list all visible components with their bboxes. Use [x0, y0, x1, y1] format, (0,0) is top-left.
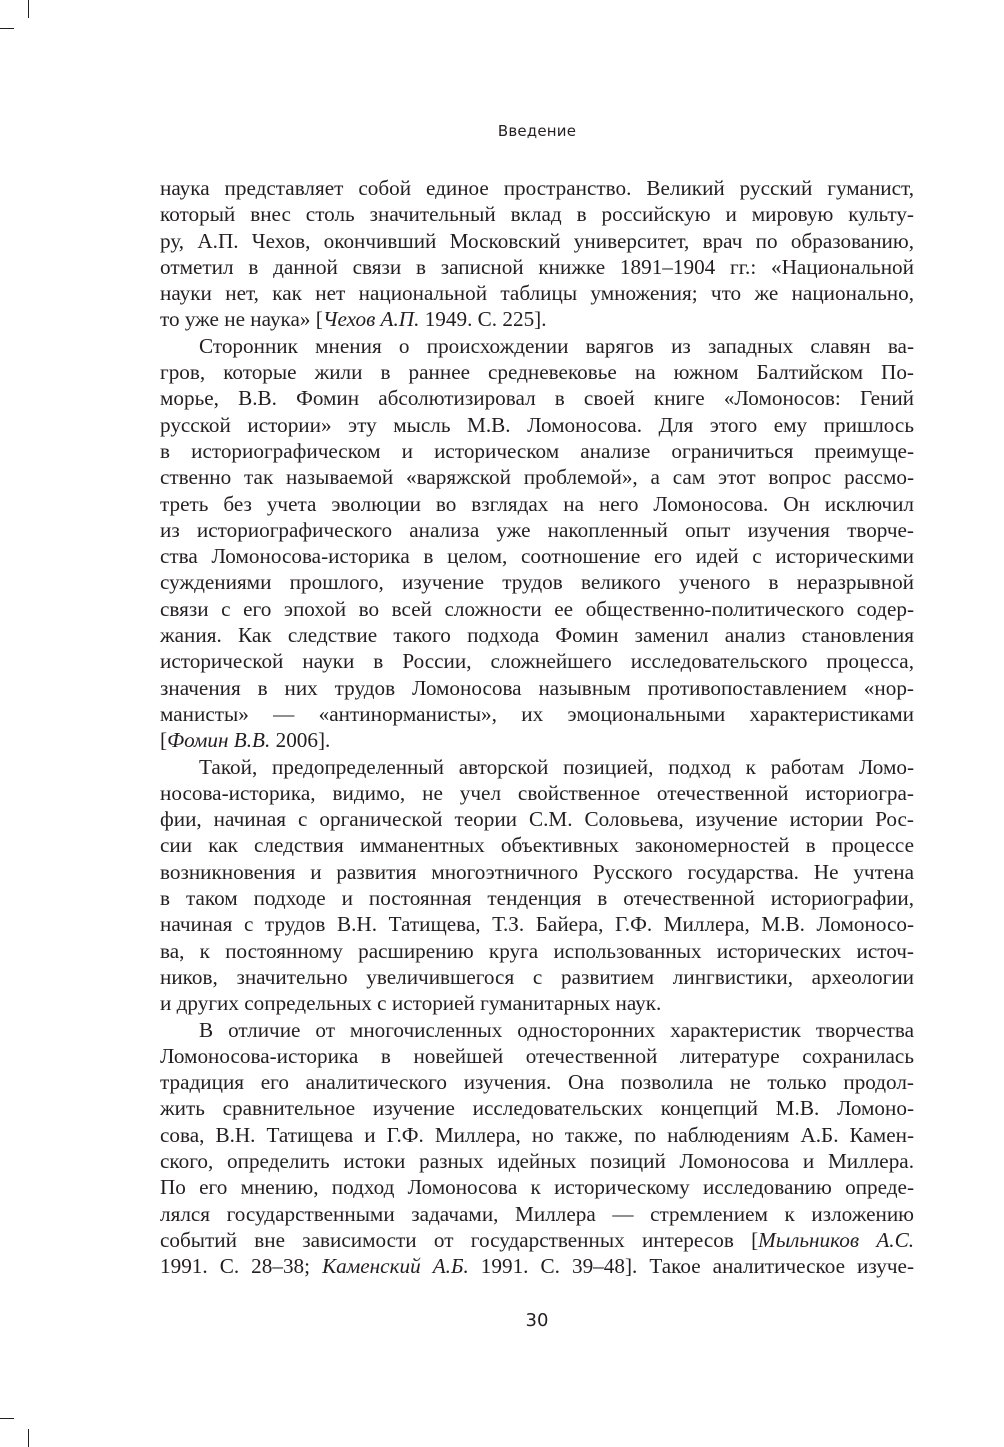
text-line: в историографическом и историческом анализе ограничиться преимуще- [160, 438, 914, 463]
text-line: русской истории» эту мысль М.В. Ломоносова. Для этого ему пришлось [160, 412, 914, 437]
text-run: 1991. С. 39–48]. Такое аналитическое изуче- [468, 1254, 914, 1279]
text-line: возникновения и развития многоэтничного Русского государства. Не учтена [160, 859, 914, 884]
text-run: событий вне зависимости от государственных интересов [ [160, 1227, 759, 1252]
text-line: из историографического анализа уже накопленный опыт изучения творче- [160, 517, 914, 542]
citation-author: Чехов А.П. [322, 307, 420, 332]
text-line: ва, к постоянному расширению круга использованных исторических источ- [160, 938, 914, 963]
text-line [160, 727, 914, 753]
text-line: ников, значительно увеличившегося с развитием лингвистики, археологии [160, 964, 914, 989]
text-line: гров, которые жили в раннее средневековье на южном Балтийском По- [160, 360, 914, 385]
text-line [160, 1253, 914, 1279]
text-run: 2006]. [270, 728, 331, 753]
crop-mark-top-left-horizontal [0, 28, 14, 29]
text-line: связи с его эпохой во всей сложности ее общественно-политического содер- [160, 596, 914, 621]
page-body [160, 175, 914, 1279]
text-line: морье, В.В. Фомин абсолютизировал в своей книге «Ломоносов: Гений [160, 386, 914, 411]
crop-mark-bottom-left-horizontal [0, 1418, 14, 1419]
paragraph-4 [160, 1017, 914, 1280]
text-line: наука представляет собой единое пространство. Великий русский гуманист, [160, 176, 914, 200]
text-line: Сторонник мнения о происхождении варягов из западных славян ва- [199, 333, 914, 358]
paragraph-1 [160, 175, 914, 333]
paragraph-3 [160, 754, 914, 1017]
text-line: сова, В.Н. Татищева и Г.Ф. Миллера, но также, по наблюдениям А.Б. Камен- [160, 1122, 914, 1147]
text-line: исторической науки в России, сложнейшего исследовательского процесса, [160, 649, 914, 674]
citation-author: Мыльников А.С. [758, 1227, 914, 1252]
text-line: В отличие от многочисленных односторонних характеристик творчества [199, 1017, 914, 1042]
citation-author: Каменский А.Б. [322, 1254, 469, 1279]
text-line [160, 1227, 914, 1253]
text-line: треть без учета эволюции во взглядах на него Ломоносова. Он исключил [160, 491, 914, 516]
text-line: отметил в данной связи в записной книжке 1891–1904 гг.: «Национальной [160, 254, 914, 279]
text-line: ственно так называемой «варяжской проблемой», а сам этот вопрос рассмо- [160, 465, 914, 490]
text-line: лялся государственными задачами, Миллера — стремлением к изложению [160, 1201, 914, 1226]
text-line: фии, начиная с органической теории С.М. Соловьева, изучение истории Рос- [160, 807, 914, 832]
text-run: 1991. С. 28–38; [160, 1254, 323, 1279]
citation-author: Фомин В.В. [167, 728, 271, 753]
text-run: то уже не наука» [ [160, 307, 323, 332]
page-number: 30 [525, 1310, 549, 1331]
text-line: науки нет, как нет национальной таблицы умножения; что же национально, [160, 281, 914, 306]
text-line: Ломоносова-историка в новейшей отечественной литературе сохранилась [160, 1043, 914, 1068]
crop-mark-top-left [28, 0, 29, 18]
text-line: ского, определить истоки разных идейных позиций Ломоносова и Миллера. [160, 1148, 914, 1173]
text-line: и других сопредельных с историей гуманитарных наук. [160, 991, 662, 1016]
text-line: жить сравнительное изучение исследовательских концепций М.В. Ломоно- [160, 1096, 914, 1121]
text-line: который внес столь значительный вклад в российскую и мировую культу- [160, 202, 914, 227]
text-line: жания. Как следствие такого подхода Фомин заменил анализ становления [160, 623, 914, 648]
text-line: традиция его аналитического изучения. Она позволила не только продол- [160, 1070, 914, 1095]
text-line: ру, А.П. Чехов, окончивший Московский университет, врач по образованию, [160, 228, 914, 253]
text-line: значения в них трудов Ломоносова назывным противопоставлением «нор- [160, 675, 914, 700]
text-line: начиная с трудов В.Н. Татищева, Т.З. Байера, Г.Ф. Миллера, М.В. Ломоносо- [160, 912, 914, 937]
text-run: [ [160, 728, 168, 753]
text-line: суждениями прошлого, изучение трудов великого ученого в неразрывной [160, 570, 914, 595]
running-header: Введение [497, 122, 577, 140]
crop-mark-bottom-left [28, 1429, 29, 1447]
text-run: 1949. С. 225]. [419, 307, 547, 332]
text-line: По его мнению, подход Ломоносова к историческому исследованию опреде- [160, 1175, 914, 1200]
text-line: в таком подходе и постоянная тенденция в отечественной историографии, [160, 886, 914, 911]
paragraph-2 [160, 333, 914, 754]
text-line: манисты» — «антинорманисты», их эмоциональными характеристиками [160, 701, 914, 726]
text-line [160, 306, 914, 332]
text-line: Такой, предопределенный авторской позицией, подход к работам Ломо- [199, 754, 914, 779]
text-line: носова-историка, видимо, не учел свойственное отечественной историогра- [160, 780, 914, 805]
text-line: ства Ломоносова-историка в целом, соотношение его идей с историческими [160, 544, 914, 569]
text-line: сии как следствия имманентных объективных закономерностей в процессе [160, 833, 914, 858]
